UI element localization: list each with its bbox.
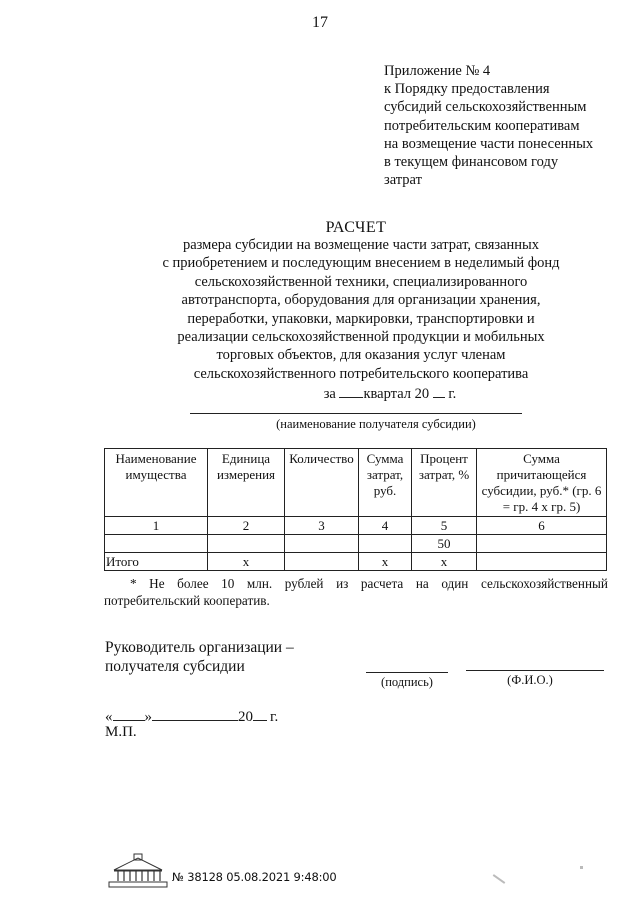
subtitle-line: торговых объектов, для оказания услуг членам xyxy=(216,347,506,364)
header-cell: Процент затрат, % xyxy=(412,449,477,517)
column-number: 3 xyxy=(285,517,359,535)
registration-stamp: № 38128 05.08.2021 9:48:00 xyxy=(172,870,337,884)
footnote-word: Не xyxy=(149,576,165,591)
table-cell: x xyxy=(208,553,285,571)
subtitle-line: переработки, упаковки, маркировки, транспортировки и xyxy=(187,310,535,327)
appendix-line: потребительским кооперативам xyxy=(384,117,580,134)
subtitle-line: сельскохозяйственной техники, специализированного xyxy=(194,273,528,290)
footnote-word: расчета xyxy=(360,576,404,591)
appendix-reference xyxy=(384,62,593,189)
table-cell xyxy=(105,535,208,553)
table-cell: 50 xyxy=(412,535,477,553)
footnote-word: на xyxy=(415,576,429,591)
period-line xyxy=(146,383,576,403)
year-prefix: 20 xyxy=(238,709,253,725)
footnote-word: из xyxy=(336,576,349,591)
subtitle-line: с приобретением и последующим внесением в неделимый фонд xyxy=(162,255,560,272)
open-quote: « xyxy=(105,709,113,725)
footnote-word: один xyxy=(441,576,469,591)
appendix-line: субсидий сельскохозяйственным xyxy=(384,99,587,116)
name-caption: (Ф.И.О.) xyxy=(507,673,553,687)
table-cell xyxy=(208,535,285,553)
header-cell: Сумма причитающейся субсидии, руб.* (гр. 6 = гр. 4 x гр. 5) xyxy=(477,449,607,517)
subtitle-line: сельскохозяйственного потребительского кооператива xyxy=(193,365,529,382)
stamp-label: М.П. xyxy=(105,724,137,740)
header-cell: Количество xyxy=(285,449,359,517)
column-number: 5 xyxy=(412,517,477,535)
appendix-line: к Порядку предоставления xyxy=(384,81,550,98)
appendix-line: в текущем финансовом году xyxy=(384,154,559,171)
day-blank xyxy=(113,706,145,721)
recipient-name-line xyxy=(190,413,522,414)
month-blank xyxy=(152,706,238,721)
table-cell xyxy=(285,535,359,553)
table-row-numbers xyxy=(105,517,607,535)
document-title: РАСЧЕТ xyxy=(325,219,387,236)
table-row xyxy=(105,535,607,553)
table-cell xyxy=(359,535,412,553)
column-number: 6 xyxy=(477,517,607,535)
document-subtitle xyxy=(146,236,576,404)
building-emblem xyxy=(108,852,168,888)
column-number: 4 xyxy=(359,517,412,535)
subtitle-line: размера субсидии на возмещение части затрат, связанных xyxy=(182,237,540,253)
footnote-word: рублей xyxy=(284,576,324,591)
quarter-blank xyxy=(339,383,363,398)
column-number: 1 xyxy=(105,517,208,535)
signature-label-line: Руководитель организации – xyxy=(105,639,294,656)
header-cell: Единица измерения xyxy=(208,449,285,517)
period-prefix: за xyxy=(323,386,336,403)
table-cell: x xyxy=(359,553,412,571)
year-blank xyxy=(253,706,267,721)
period-suffix: г. xyxy=(448,386,457,403)
table-total-row xyxy=(105,553,607,571)
footnote-word: млн. xyxy=(246,576,273,591)
column-number: 2 xyxy=(208,517,285,535)
table-cell xyxy=(477,553,607,571)
table-cell: x xyxy=(412,553,477,571)
footnote-word: более xyxy=(177,576,209,591)
total-label: Итого xyxy=(105,553,208,571)
scan-speck xyxy=(580,866,583,869)
name-line xyxy=(466,670,604,671)
signature-label-line: получателя субсидии xyxy=(105,658,245,675)
signature-line xyxy=(366,672,448,673)
signature-caption: (подпись) xyxy=(381,675,433,689)
scan-speck xyxy=(493,874,506,884)
year-suffix: г. xyxy=(270,709,279,725)
footnote-word: сельскохозяйственный xyxy=(480,576,608,591)
close-quote: » xyxy=(144,709,152,725)
header-cell: Сумма затрат, руб. xyxy=(359,449,412,517)
table-header-row xyxy=(105,449,607,517)
footnote-line: потребительский кооператив. xyxy=(104,593,270,608)
period-quarter: квартал 20 xyxy=(363,386,430,403)
signature-label xyxy=(105,638,294,676)
page-number: 17 xyxy=(312,14,328,31)
footnote-word: 10 xyxy=(221,576,235,591)
header-cell: Наименование имущества xyxy=(105,449,208,517)
calculation-table xyxy=(104,448,607,571)
footnote xyxy=(104,575,608,609)
appendix-line: затрат xyxy=(384,172,422,189)
year-blank xyxy=(433,383,445,398)
appendix-line: на возмещение части понесенных xyxy=(384,135,594,152)
footnote-word: * xyxy=(130,576,137,591)
subtitle-line: реализации сельскохозяйственной продукции и мобильных xyxy=(177,329,545,346)
recipient-caption: (наименование получателя субсидии) xyxy=(276,417,476,431)
subtitle-line: автотранспорта, оборудования для организации хранения, xyxy=(181,292,541,309)
table-cell xyxy=(285,553,359,571)
appendix-line: Приложение № 4 xyxy=(384,63,491,79)
table-cell xyxy=(477,535,607,553)
date-line xyxy=(105,706,278,726)
